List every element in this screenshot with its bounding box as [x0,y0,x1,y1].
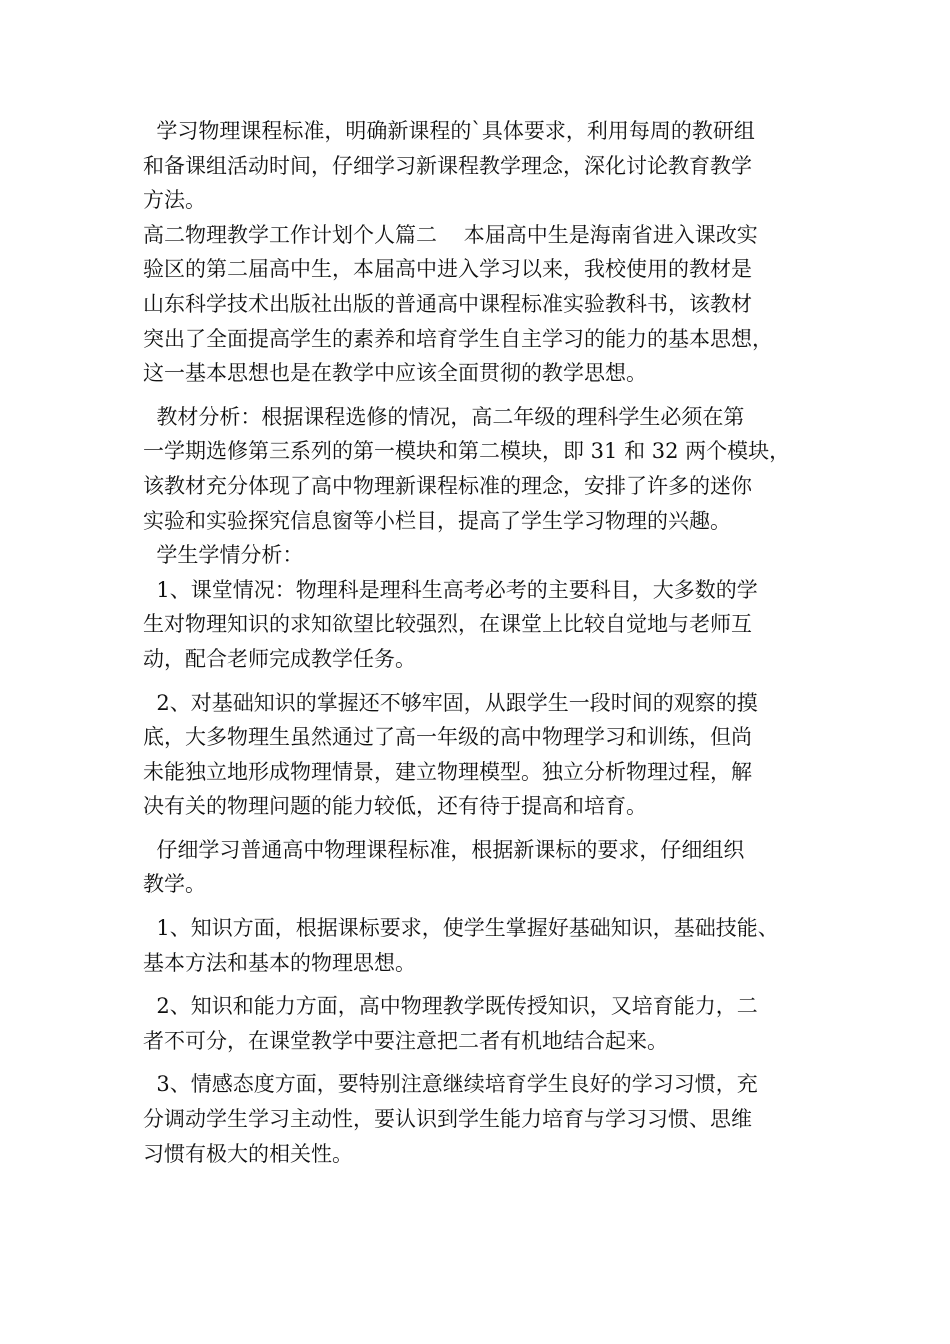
text-line: 仔细学习普通高中物理课程标准，根据新课标的要求，仔细组织 [143,837,745,862]
paragraph-4 [143,538,833,573]
text-line: 和备课组活动时间，仔细学习新课程教学理念，深化讨论教育教学 [143,153,752,178]
text-line: 教材分析：根据课程选修的情况，高二年级的理科学生必须在第 [143,404,745,429]
text-line: 动，配合老师完成教学任务。 [143,646,416,671]
text-line: 未能独立地形成物理情景，建立物理模型。独立分析物理过程，解 [143,759,752,784]
text-line: 突出了全面提高学生的素养和培育学生自主学习的能力的基本思想， [143,326,773,351]
text-line: 2、对基础知识的掌握还不够牢固，从跟学生一段时间的观察的摸 [143,690,758,715]
text-line: 决有关的物理问题的能力较低，还有待于提高和培育。 [143,794,647,819]
text-line: 分调动学生学习主动性，要认识到学生能力培育与学习习惯、思维 [143,1107,752,1132]
paragraph-10 [143,1067,833,1171]
text-line: 这一基本思想也是在教学中应该全面贯彻的教学思想。 [143,361,647,386]
text-line: 底，大多物理生虽然通过了高一年级的高中物理学习和训练，但尚 [143,725,752,750]
text-line: 高二物理教学工作计划个人篇二 本届高中生是海南省进入课改实 [143,222,758,247]
paragraph-9 [143,989,833,1058]
paragraph-7 [143,833,833,902]
text-line: 实验和实验探究信息窗等小栏目，提高了学生学习物理的兴趣。 [143,508,731,533]
text-line: 方法。 [143,188,206,213]
paragraph-2 [143,218,833,391]
text-line: 该教材充分体现了高中物理新课程标准的理念，安排了许多的迷你 [143,473,752,498]
text-line: 1、知识方面，根据课标要求，使学生掌握好基础知识，基础技能、 [143,916,779,941]
text-line: 习惯有极大的相关性。 [143,1141,353,1166]
text-line: 1、课堂情况：物理科是理科生高考必考的主要科目，大多数的学 [143,577,758,602]
paragraph-3 [143,400,833,538]
paragraph-8 [143,911,833,980]
text-line: 验区的第二届高中生，本届高中进入学习以来，我校使用的教材是 [143,257,752,282]
text-line: 学习物理课程标准，明确新课程的`具体要求，利用每周的教研组 [143,119,755,143]
text-line: 者不可分，在课堂教学中要注意把二者有机地结合起来。 [143,1028,668,1053]
text-line: 教学。 [143,872,206,897]
paragraph-5 [143,573,833,677]
paragraph-6 [143,686,833,824]
document-body [143,114,833,1171]
text-line: 生对物理知识的求知欲望比较强烈，在课堂上比较自觉地与老师互 [143,612,752,637]
text-line: 一学期选修第三系列的第一模块和第二模块，即 31 和 32 两个模块， [143,439,791,464]
text-line: 2、知识和能力方面，高中物理教学既传授知识，又培育能力，二 [143,994,758,1019]
paragraph-1 [143,114,833,218]
text-line: 学生学情分析： [143,543,304,568]
text-line: 3、情感态度方面，要特别注意继续培育学生良好的学习习惯，充 [143,1072,758,1097]
text-line: 山东科学技术出版社出版的普通高中课程标准实验教科书，该教材 [143,291,752,316]
text-line: 基本方法和基本的物理思想。 [143,950,416,975]
